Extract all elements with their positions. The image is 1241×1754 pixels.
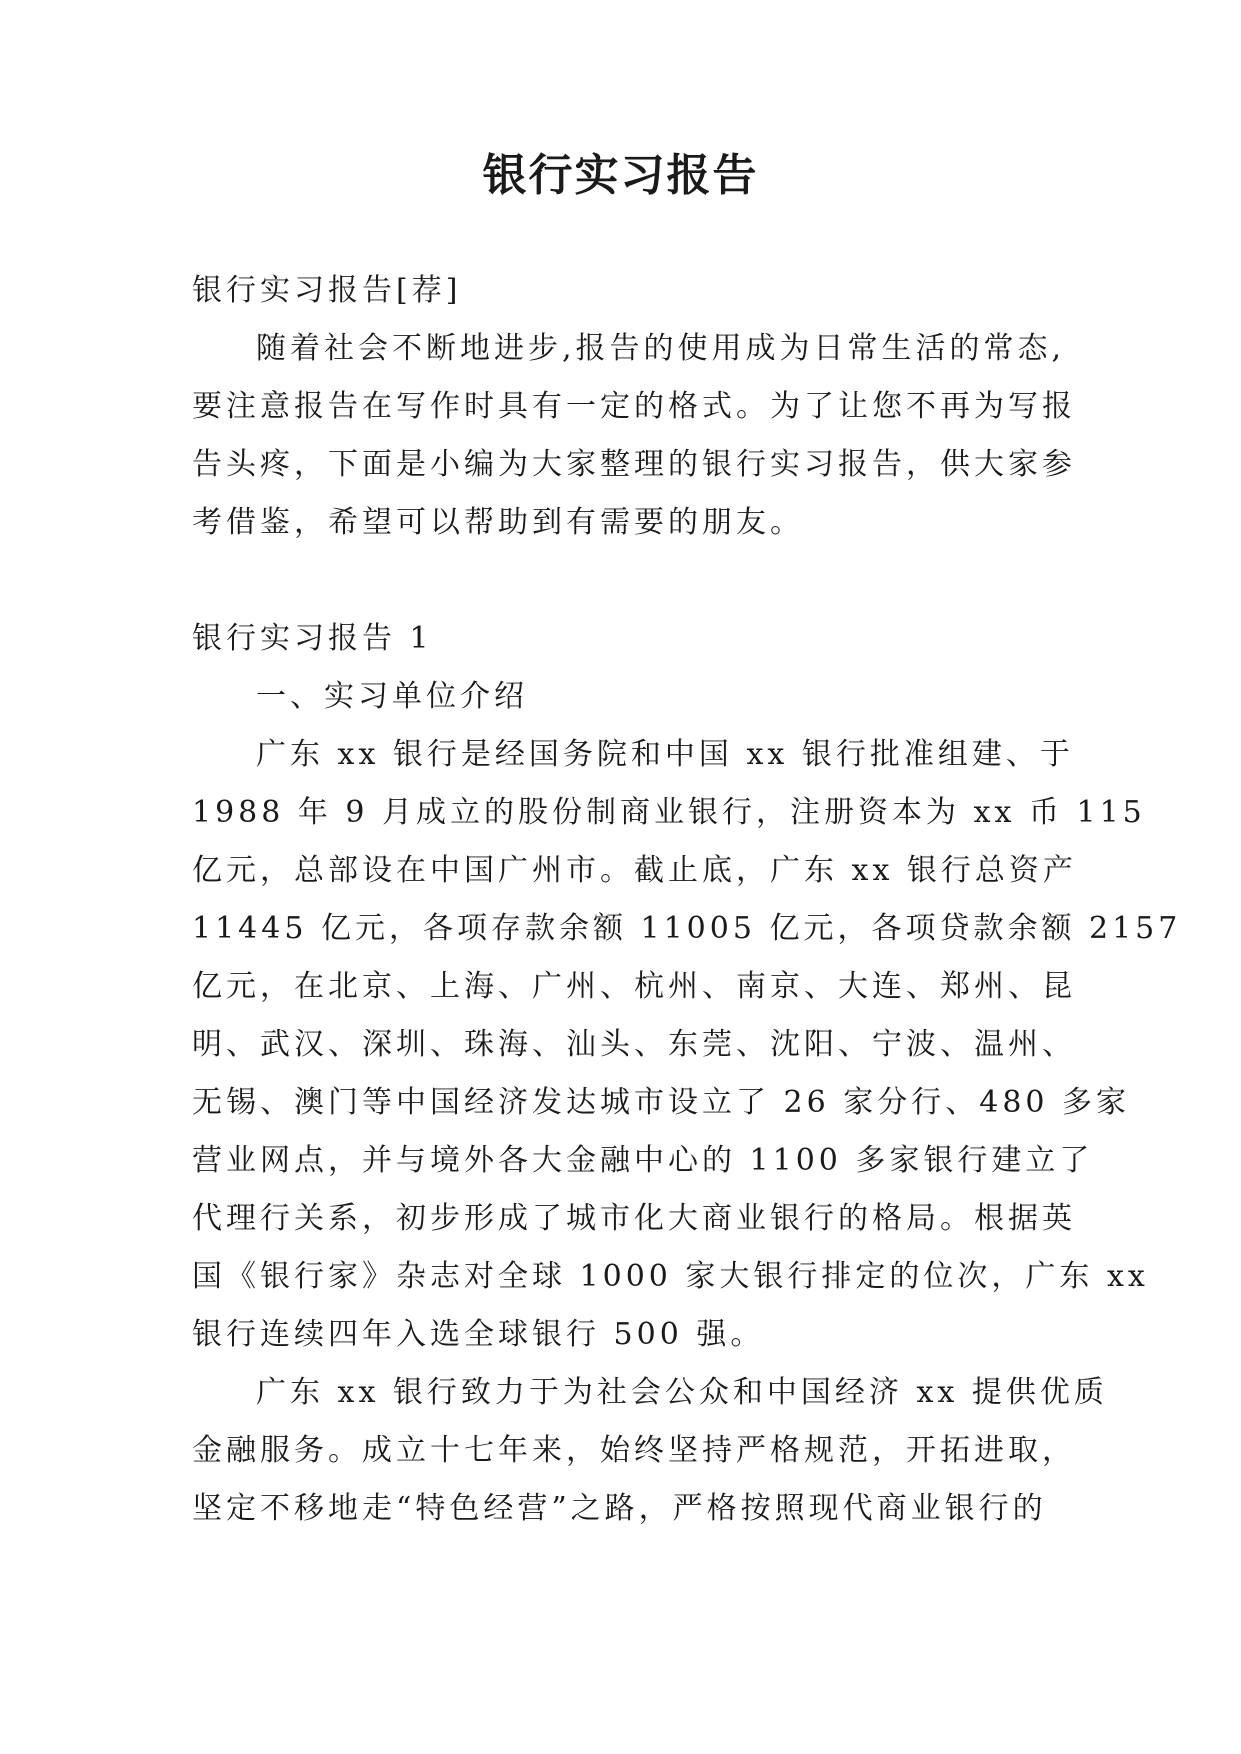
- section-heading: 银行实习报告 1: [192, 621, 433, 656]
- paragraph-line: 无锡、澳门等中国经济发达城市设立了 26 家分行、480 多家: [192, 1085, 1131, 1120]
- paragraph-bank-introduction: [192, 726, 1182, 1364]
- document-title: 银行实习报告: [482, 150, 759, 201]
- paragraph-line: 坚定不移地走“特色经营”之路，严格按照现代商业银行的: [192, 1491, 1047, 1526]
- paragraph-line: 1988 年 9 月成立的股份制商业银行，注册资本为 xx 币 115: [192, 795, 1146, 830]
- paragraph-line: 营业网点，并与境外各大金融中心的 1100 多家银行建立了: [192, 1143, 1094, 1178]
- paragraph-line: 亿元，总部设在中国广州市。截止底，广东 xx 银行总资产: [192, 853, 1077, 888]
- intro-line: 告头疼，下面是小编为大家整理的银行实习报告，供大家参: [192, 447, 1076, 482]
- paragraph-bank-service: [192, 1364, 1108, 1538]
- intro-line: 随着社会不断地进步,报告的使用成为日常生活的常态,: [256, 331, 1066, 366]
- document-subtitle: 银行实习报告[荐]: [192, 273, 462, 308]
- paragraph-line: 明、武汉、深圳、珠海、汕头、东莞、沈阳、宁波、温州、: [192, 1027, 1076, 1062]
- intro-line: 考借鉴，希望可以帮助到有需要的朋友。: [192, 505, 804, 540]
- paragraph-line: 亿元，在北京、上海、广州、杭州、南京、大连、郑州、昆: [192, 969, 1076, 1004]
- paragraph-line: 金融服务。成立十七年来，始终坚持严格规范，开拓进取，: [192, 1433, 1076, 1468]
- section-subheading: 一、实习单位介绍: [256, 679, 528, 714]
- paragraph-line: 代理行关系，初步形成了城市化大商业银行的格局。根据英: [192, 1201, 1076, 1236]
- paragraph-line: 11445 亿元，各项存款余额 11005 亿元，各项贷款余额 2157: [192, 911, 1182, 946]
- paragraph-line: 广东 xx 银行致力于为社会公众和中国经济 xx 提供优质: [256, 1375, 1108, 1410]
- paragraph-line: 国《银行家》杂志对全球 1000 家大银行排定的位次，广东 xx: [192, 1259, 1149, 1294]
- intro-line: 要注意报告在写作时具有一定的格式。为了让您不再为写报: [192, 389, 1076, 424]
- intro-paragraph: [192, 320, 1076, 552]
- document-body: [192, 262, 1182, 1538]
- paragraph-line: 银行连续四年入选全球银行 500 强。: [192, 1317, 765, 1352]
- paragraph-line: 广东 xx 银行是经国务院和中国 xx 银行批准组建、于: [256, 737, 1074, 772]
